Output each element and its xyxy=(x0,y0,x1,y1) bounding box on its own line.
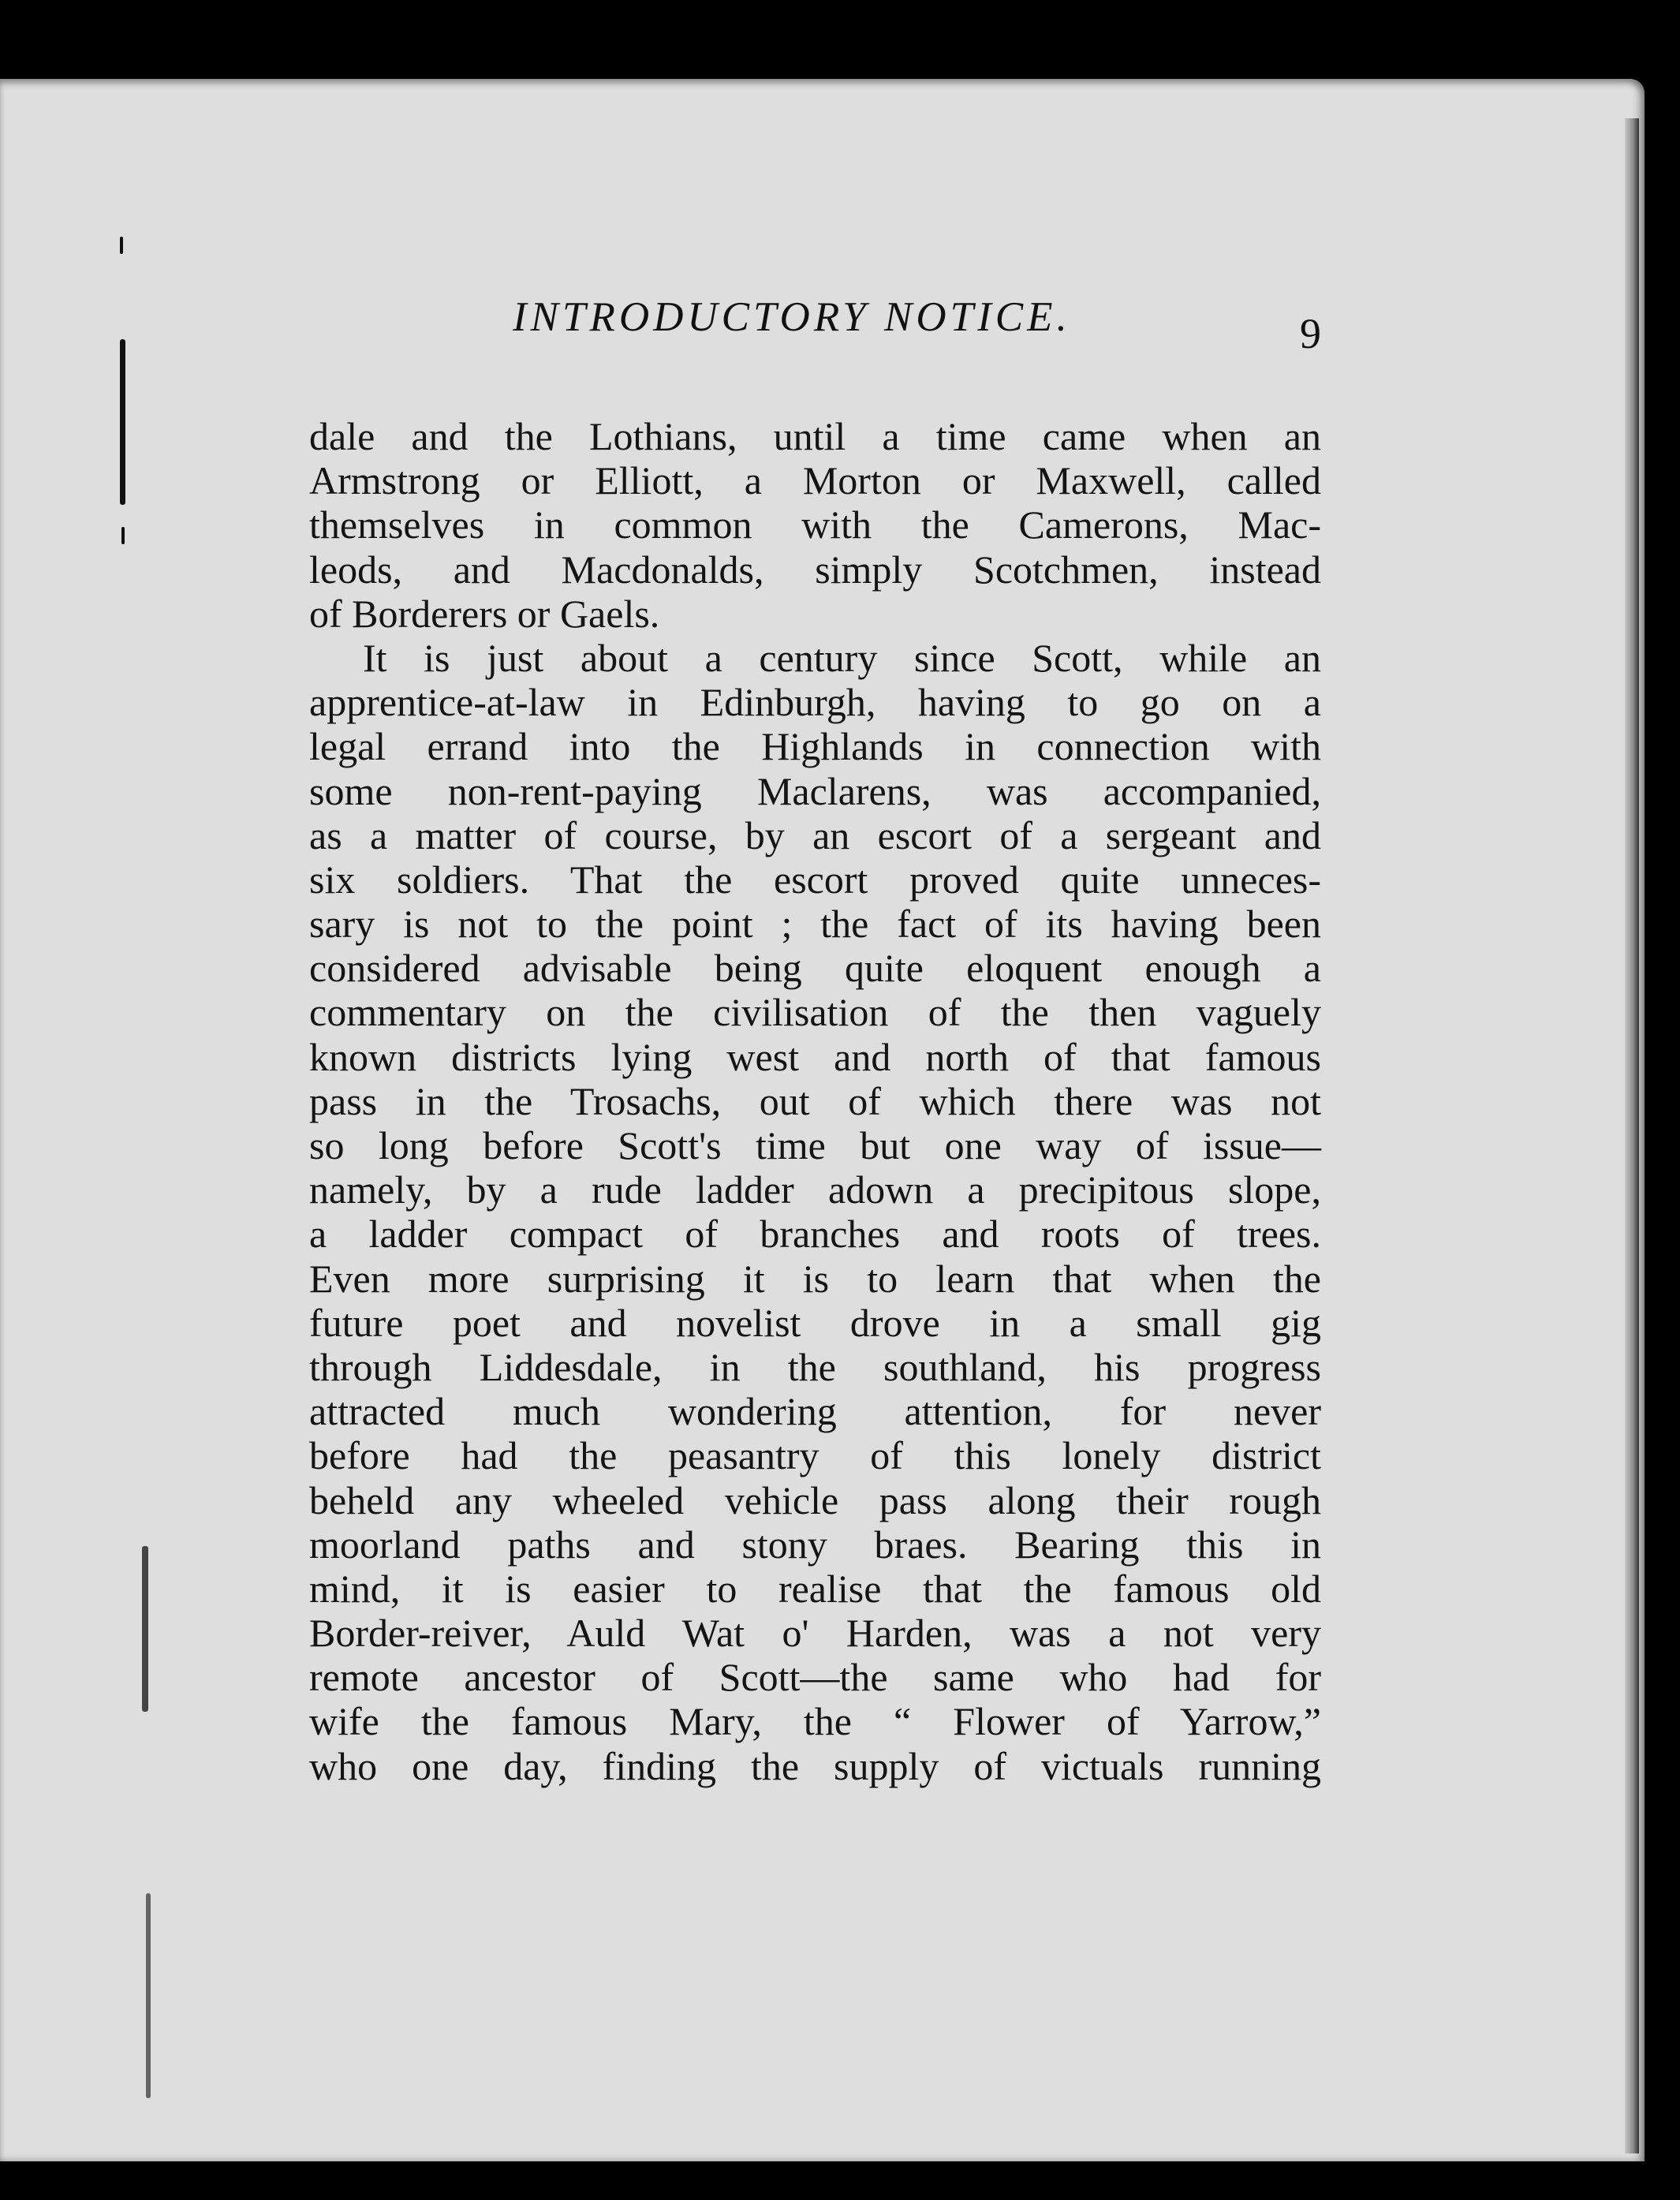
text-line: sary is not to the point ; the fact of its having been xyxy=(309,902,1321,947)
text-line: dale and the Lothians, until a time came when an xyxy=(309,414,1321,458)
text-line: six soldiers. That the escort proved quite unneces- xyxy=(309,857,1321,902)
text-line: known districts lying west and north of that famous xyxy=(309,1034,1321,1079)
text-line: future poet and novelist drove in a small gig xyxy=(309,1300,1321,1345)
text-line: through Liddesdale, in the southland, his progress xyxy=(309,1344,1321,1389)
text-line: Even more surprising it is to learn that when the xyxy=(309,1256,1321,1301)
page-edge xyxy=(1625,118,1639,2153)
text-line: attracted much wondering attention, for never xyxy=(309,1389,1321,1434)
text-line: moorland paths and stony braes. Bearing this in xyxy=(309,1522,1321,1567)
text-line: apprentice-at-law in Edinburgh, having to go on a xyxy=(309,680,1321,725)
text-line: a ladder compact of branches and roots of trees. xyxy=(309,1212,1321,1257)
text-line: mind, it is easier to realise that the famous old xyxy=(309,1566,1321,1611)
text-line: beheld any wheeled vehicle pass along their rough xyxy=(309,1477,1321,1522)
text-line: Border-reiver, Auld Wat o' Harden, was a not very xyxy=(309,1611,1321,1656)
text-line: leods, and Macdonalds, simply Scotchmen, instead xyxy=(309,547,1321,592)
text-line: so long before Scott's time but one way of issue— xyxy=(309,1123,1321,1167)
binding-mark xyxy=(120,339,125,505)
binding-mark xyxy=(142,1546,148,1712)
text-line: namely, by a rude ladder adown a precipitous slope, xyxy=(309,1167,1321,1212)
binding-mark xyxy=(121,527,125,544)
binding-mark xyxy=(146,1893,151,2098)
text-line: considered advisable being quite eloquent enough a xyxy=(309,946,1321,991)
text-line: who one day, finding the supply of victuals running xyxy=(309,1743,1321,1788)
text-line: remote ancestor of Scott—the same who had for xyxy=(309,1655,1321,1700)
body-text xyxy=(309,414,1321,1788)
text-line: pass in the Trosachs, out of which there was not xyxy=(309,1078,1321,1123)
text-line: before had the peasantry of this lonely district xyxy=(309,1433,1321,1478)
binding-mark xyxy=(120,237,123,254)
running-header: INTRODUCTORY NOTICE. xyxy=(513,294,1071,340)
text-line: some non-rent-paying Maclarens, was accompanied, xyxy=(309,768,1321,813)
text-line: commentary on the civilisation of the then vaguely xyxy=(309,990,1321,1035)
text-line: of Borderers or Gaels. xyxy=(309,591,660,636)
text-line: themselves in common with the Camerons, Mac- xyxy=(309,502,1321,547)
text-line: It is just about a century since Scott, while an xyxy=(363,635,1321,680)
text-line: legal errand into the Highlands in connection with xyxy=(309,724,1321,769)
text-line: wife the famous Mary, the “ Flower of Yarrow,” xyxy=(309,1699,1321,1744)
page-number: 9 xyxy=(1300,310,1321,357)
text-line: Armstrong or Elliott, a Morton or Maxwell, called xyxy=(309,458,1321,503)
text-line: as a matter of course, by an escort of a sergeant and xyxy=(309,812,1321,857)
